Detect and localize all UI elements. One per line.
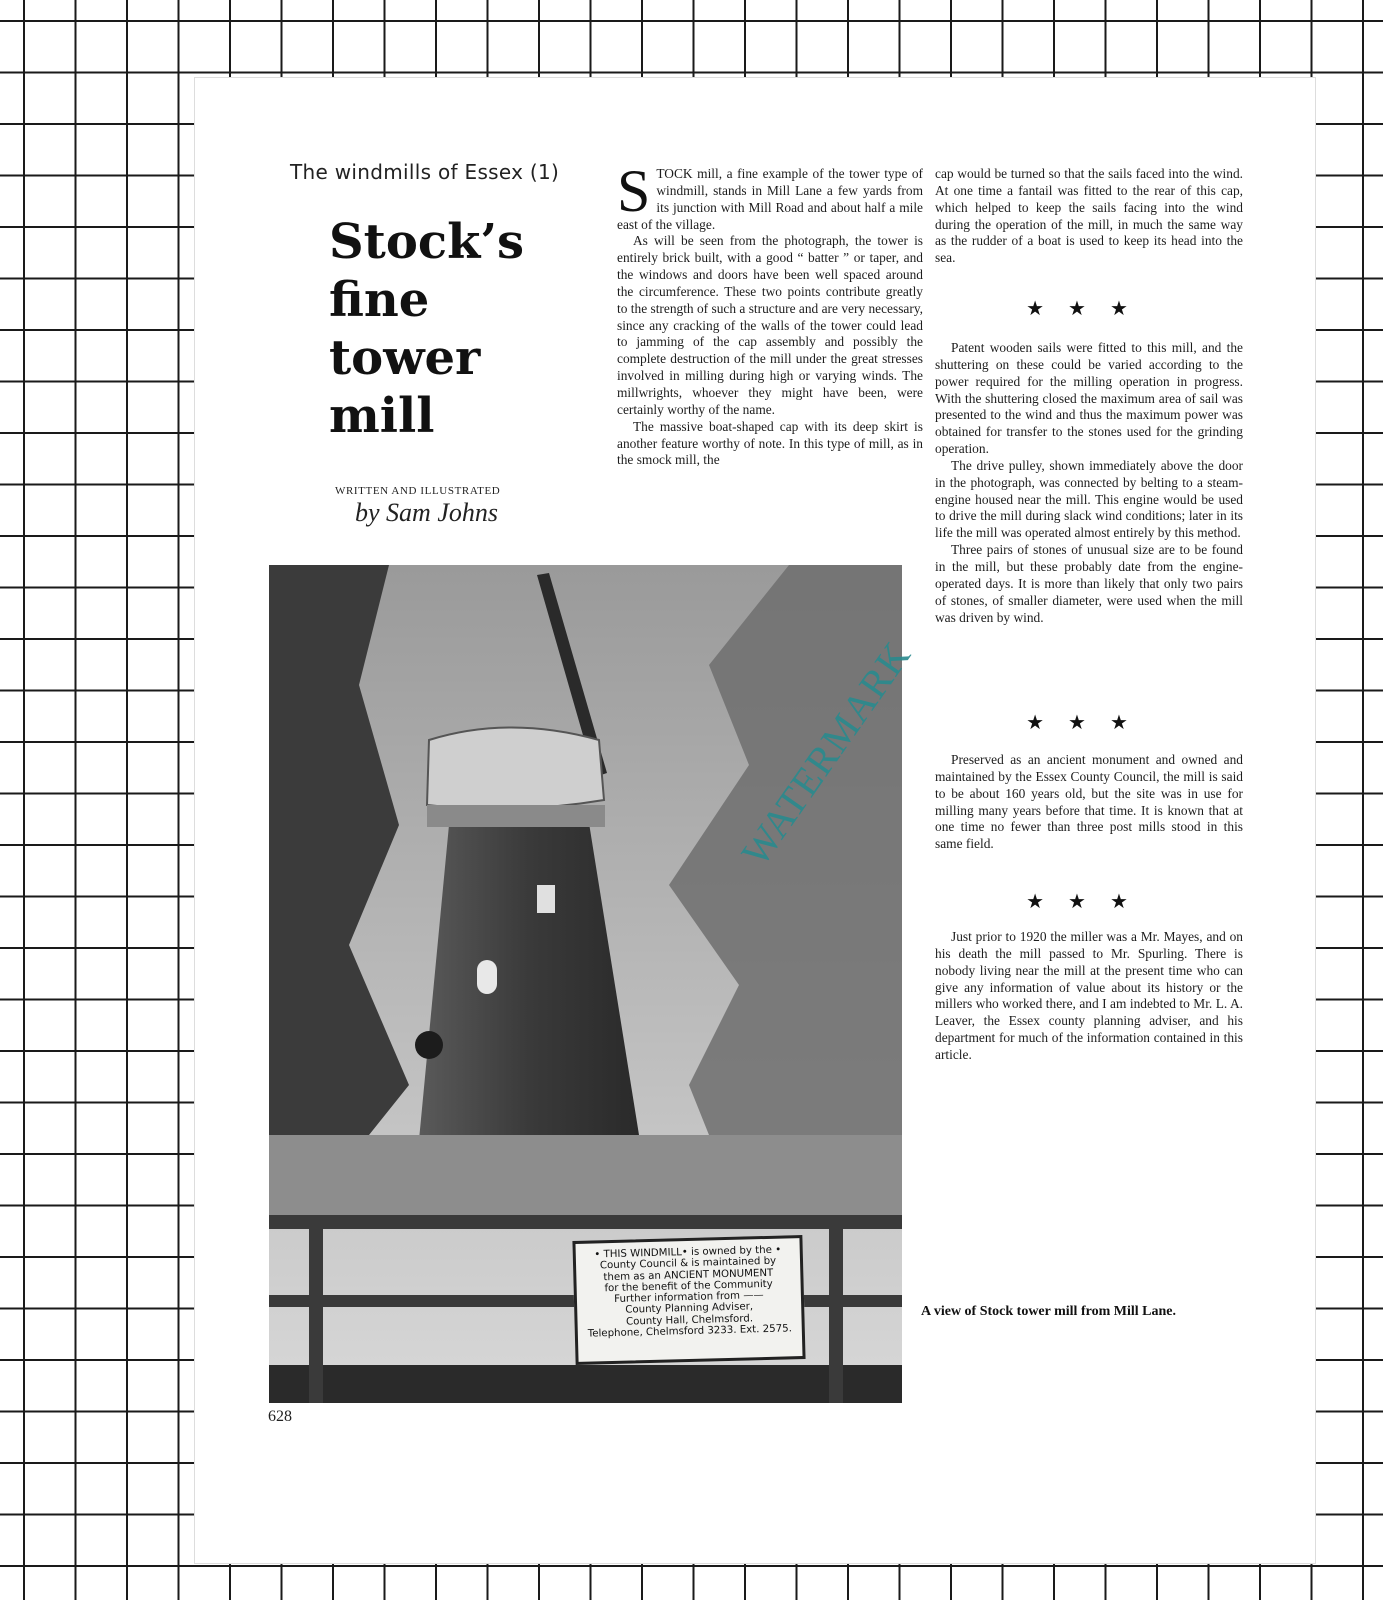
headline [329, 213, 589, 445]
section-divider-stars: ★★★ [1026, 891, 1152, 913]
body-column-1 [617, 158, 923, 469]
body-column-2 [935, 166, 1243, 267]
sign-line: • THIS WINDMILL• is owned by the • [594, 1244, 782, 1261]
body-column-4 [935, 752, 1243, 853]
body-column-3 [935, 340, 1243, 626]
paragraph: STOCK mill, a fine example of the tower type of windmill, stands in Mill Lane a few yards from its junction with Mill Road and about half a mile east of the village. [617, 158, 923, 232]
watermark: WATERMARK [732, 633, 920, 874]
paragraph: The drive pulley, shown immediately above the door in the photograph, was connected by belting to a steam-engine housed near the mill. This engine would be used to drive the mill during slack wind conditions; later in its life the mill was operated almost entirely by this method. [935, 457, 1243, 541]
headline-line: Stock’s [329, 214, 525, 270]
sign-line: County Hall, Chelmsford. [625, 1313, 754, 1328]
sign-line: for the benefit of the Community [604, 1278, 773, 1295]
sign-line: them as an ANCIENT MONUMENT [603, 1267, 774, 1283]
paragraph: cap would be turned so that the sails faced into the wind. At one time a fantail was fitted to the rear of this cap, which helped to keep the sails facing into the wind during the operation of the mill, in much the same way as the rudder of a boat is used to keep its head into the sea. [935, 166, 1243, 266]
drop-cap: S [617, 158, 651, 224]
sign-line: Telephone, Chelmsford 3233. Ext. 2575. [587, 1323, 793, 1340]
photo-caption: A view of Stock tower mill from Mill Lane. [921, 1304, 1176, 1319]
credit-label: WRITTEN AND ILLUSTRATED [335, 485, 501, 497]
headline-line: fine [329, 272, 430, 328]
sign-line: County Council & is maintained by [599, 1256, 777, 1272]
section-divider-stars: ★★★ [1026, 712, 1152, 734]
headline-line: mill [329, 388, 435, 444]
paragraph: The massive boat-shaped cap with its deep skirt is another feature worthy of note. In this type of mill, as in the smock mill, the [617, 418, 923, 468]
series-title: The windmills of Essex (1) [290, 160, 560, 184]
paragraph: As will be seen from the photograph, the tower is entirely brick built, with a good “ batter ” or taper, and the windows and doors have been well spaced around the circumference. These two points contribute greatly to the strength of such a structure and are very necessary, since any cracking of the walls of the tower could lead to jamming of the cap assembly and possibly the complete destruction of the mill under the great stresses involved in milling during high or varying winds. The millwrights, whoever they might have been, were certainly worthy of the name. [617, 233, 923, 417]
paragraph: Just prior to 1920 the miller was a Mr. Mayes, and on his death the mill passed to Mr. Spurling. There is nobody living near the mill at the present time who can give any information of value about its history or the millers who worked there, and I am indebted to Mr. L. A. Leaver, the Essex county planning adviser, and his department for much of the information contained in this article. [935, 929, 1243, 1062]
body-column-5 [935, 929, 1243, 1064]
sign-line: Further information from —— [614, 1290, 764, 1306]
section-divider-stars: ★★★ [1026, 298, 1152, 320]
sign-line: County Planning Adviser, [625, 1301, 754, 1317]
paragraph: Preserved as an ancient monument and owned and maintained by the Essex County Council, the mill is said to be about 160 years old, but the site was in use for milling many years before that time. It is known that at one time no fewer than three post mills stood in this same field. [935, 752, 1243, 852]
magazine-page [195, 78, 1315, 1563]
windmill-photograph [269, 565, 902, 1403]
ancient-monument-sign [572, 1235, 805, 1365]
page-number: 628 [268, 1408, 292, 1425]
paragraph: Patent wooden sails were fitted to this mill, and the shuttering on these could be varied according to the power required for the milling operation in progress. With the shuttering closed the maximum area of sail was presented to the wind and thus the maximum power was obtained for transfer to the stones used for the grinding operation. [935, 340, 1243, 457]
headline-line: tower [329, 330, 481, 386]
paragraph: Three pairs of stones of unusual size are to be found in the mill, but these probably date from the engine-operated days. It is more than likely that only two pairs of stones, of smaller diameter, were used when the mill was driven by wind. [935, 542, 1243, 625]
byline: by Sam Johns [355, 498, 498, 527]
